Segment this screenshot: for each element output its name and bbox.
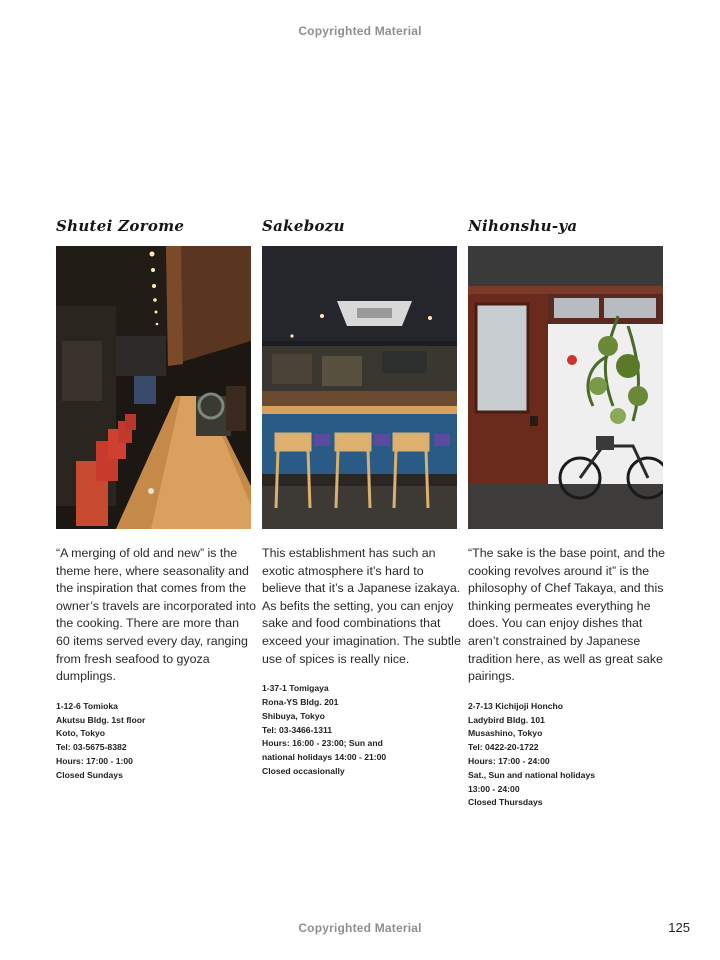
address-line: Akutsu Bldg. 1st floor	[56, 714, 146, 725]
restaurant-description: This establishment has such an exotic atmosphere it’s hard to believe that it’s a Japanese izakaya. As befits the setting, you can enjoy sake and food combinations that exceed your imagination. The subtle use of spices is really nice.	[262, 546, 461, 666]
page-number: 125	[668, 920, 690, 935]
restaurant-photo	[56, 246, 251, 529]
restaurant-column-nihonshu-ya	[468, 212, 663, 810]
address-line: Koto, Tokyo	[56, 728, 106, 739]
address-line: Rona-YS Bldg. 201	[262, 696, 339, 707]
phone-line: Tel: 03-3466-1311	[262, 724, 333, 735]
copyright-watermark-bottom: Copyrighted Material	[298, 921, 422, 935]
restaurant-column-sakebozu	[262, 212, 461, 779]
closed-line: Closed occasionally	[262, 765, 345, 776]
closed-line: Closed Thursdays	[468, 797, 543, 808]
restaurant-info	[56, 700, 251, 783]
address-line: Musashino, Tokyo	[468, 728, 543, 739]
restaurant-info	[468, 700, 663, 810]
restaurant-column-shutei-zorome	[56, 212, 256, 783]
restaurant-name: Nihonshu-ya	[468, 217, 578, 235]
hours-line: national holidays 14:00 - 21:00	[262, 752, 387, 763]
restaurant-description: “A merging of old and new” is the theme here, where seasonality and the inspiration that comes from the owner’s travels are incorporated into the cooking. There are more than 60 items served every day, ranging from fresh seafood to gyoza dumplings.	[56, 546, 256, 684]
copyright-watermark-top: Copyrighted Material	[298, 24, 422, 38]
address-line: 1-37-1 Tomigaya	[262, 683, 329, 694]
phone-line: Tel: 0422-20-1722	[468, 742, 539, 753]
address-line: Ladybird Bldg. 101	[468, 714, 545, 725]
restaurant-info	[262, 682, 457, 779]
address-line: Shibuya, Tokyo	[262, 710, 325, 721]
hours-line: Hours: 17:00 - 24:00	[468, 755, 550, 766]
phone-line: Tel: 03-5675-8382	[56, 742, 127, 753]
closed-line: Closed Sundays	[56, 769, 123, 780]
restaurant-photo	[262, 246, 457, 529]
izakaya-counter-photo	[56, 246, 251, 529]
restaurant-description: “The sake is the base point, and the cooking revolves around it” is the philosophy of Chef Takaya, and this thinking permeates everything he does. You can enjoy dishes that aren’t constrained by Japanese tradition here, as well as great sake pairings.	[468, 546, 665, 684]
bar-counter-photo	[262, 246, 457, 529]
address-line: 2-7-13 Kichijoji Honcho	[468, 700, 564, 711]
storefront-photo	[468, 246, 663, 529]
hours-line: Hours: 16:00 - 23:00; Sun and	[262, 738, 383, 749]
restaurant-name: Sakebozu	[262, 217, 345, 235]
restaurant-photo	[468, 246, 663, 529]
hours-line: Sat., Sun and national holidays	[468, 769, 596, 780]
address-line: 1-12-6 Tomioka	[56, 700, 118, 711]
restaurant-name: Shutei Zorome	[56, 217, 185, 235]
hours-line: 13:00 - 24:00	[468, 783, 520, 794]
hours-line: Hours: 17:00 - 1:00	[56, 755, 133, 766]
